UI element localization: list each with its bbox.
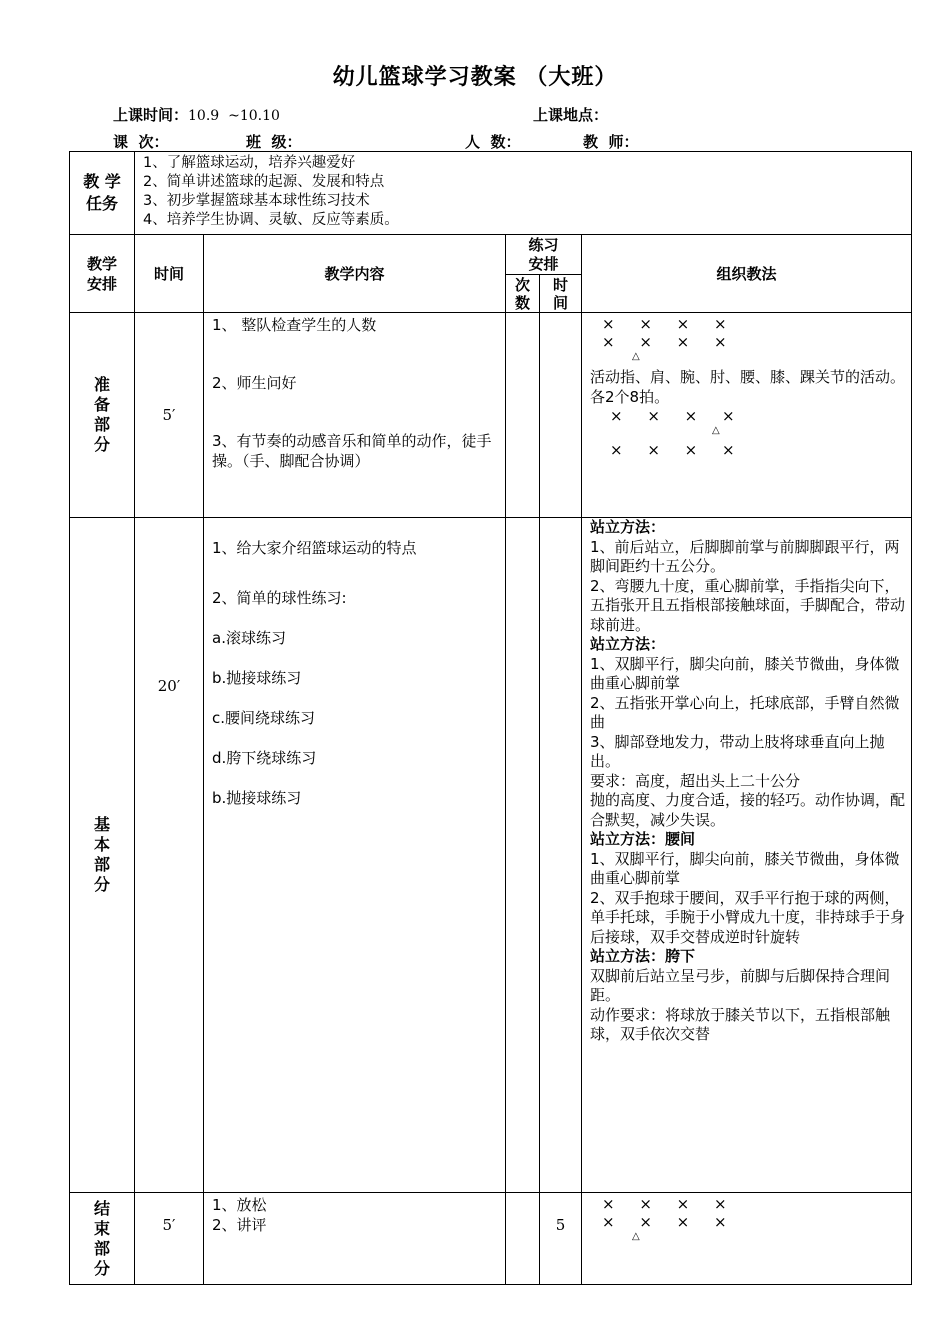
method-heading: 站立方法：胯下 xyxy=(590,947,696,965)
content-item: 2、讲评 xyxy=(212,1216,267,1234)
end-practice-time: 5 xyxy=(540,1193,582,1285)
prep-method xyxy=(582,313,912,518)
formation-row: × × × × xyxy=(602,1213,737,1231)
end-content xyxy=(204,1193,506,1285)
col-practice-time: 时间 xyxy=(540,275,582,313)
basic-practice-time xyxy=(540,518,582,1193)
method-text: 活动指、肩、腕、肘、腰、膝、踝关节的活动。各2个8拍。 xyxy=(590,368,906,406)
class-time xyxy=(113,104,280,125)
method-text: 3、脚部登地发力，带动上肢将球垂直向上抛出。 xyxy=(590,732,885,770)
lesson-plan-table xyxy=(69,151,912,1285)
content-item: b.抛接球练习 xyxy=(212,669,302,687)
class-grade-label: 班 级： xyxy=(246,133,302,151)
task-item: 4、培养学生协调、灵敏、反应等素质。 xyxy=(143,212,399,228)
method-text: 抛的高度、力度合适，接的轻巧。动作协调，配合默契，减少失误。 xyxy=(590,791,906,829)
task-list xyxy=(135,152,912,235)
student-count-label: 人 数： xyxy=(465,133,521,151)
end-label: 结束部分 xyxy=(70,1193,135,1285)
col-arrange: 教学安排 xyxy=(70,235,135,313)
method-heading: 站立方法： xyxy=(590,635,666,653)
end-row xyxy=(70,1193,912,1285)
col-content: 教学内容 xyxy=(204,235,506,313)
teacher-triangle-icon: △ xyxy=(712,425,720,436)
end-count xyxy=(506,1193,540,1285)
method-heading: 站立方法：腰间 xyxy=(590,830,696,848)
content-item: 2、简单的球性练习: xyxy=(212,589,347,607)
content-item: 1、 整队检查学生的人数 xyxy=(212,316,377,334)
task-item: 2、简单讲述篮球的起源、发展和特点 xyxy=(143,174,385,190)
basic-label: 基本部分 xyxy=(70,518,135,1193)
teacher-triangle-icon: △ xyxy=(632,351,640,362)
task-item: 3、初步掌握篮球基本球性练习技术 xyxy=(143,193,370,209)
prep-practice-time xyxy=(540,313,582,518)
page-title: 幼儿篮球学习教案 （大班） xyxy=(332,65,618,90)
formation-row: × × × × xyxy=(610,407,745,425)
method-text: 要求：高度，超出头上二十公分 xyxy=(590,771,801,790)
content-item: d.胯下绕球练习 xyxy=(212,749,317,767)
class-place-label: 上课地点： xyxy=(533,106,609,124)
prep-count xyxy=(506,313,540,518)
basic-method xyxy=(582,518,912,1193)
col-method: 组织教法 xyxy=(582,235,912,313)
prep-label: 准备部分 xyxy=(70,313,135,518)
column-header-row xyxy=(70,235,912,275)
basic-count xyxy=(506,518,540,1193)
method-text: 1、前后站立，后脚脚前掌与前脚脚跟平行，两脚间距约十五公分。 xyxy=(590,537,900,575)
prep-time: 5′ xyxy=(135,313,204,518)
end-time: 5′ xyxy=(135,1193,204,1285)
content-item: a.滚球练习 xyxy=(212,629,286,647)
formation-row: × × × × xyxy=(610,441,745,459)
prep-row xyxy=(70,313,912,518)
method-text: 2、双手抱球于腰间，双手平行抱于球的两侧，单手托球，手腕于小臂成九十度，非持球手于身后接球，双手交替成逆时针旋转 xyxy=(590,888,906,946)
content-item: 1、放松 xyxy=(212,1196,267,1214)
class-time-value: 10.9 ~10.10 xyxy=(188,108,280,124)
content-item: b.抛接球练习 xyxy=(212,789,302,807)
content-item: c.腰间绕球练习 xyxy=(212,709,316,727)
lesson-number-label: 课 次： xyxy=(113,133,169,151)
end-method xyxy=(582,1193,912,1285)
task-item: 1、了解篮球运动，培养兴趣爱好 xyxy=(143,155,356,171)
col-time: 时间 xyxy=(135,235,204,313)
method-text: 1、双脚平行，脚尖向前，膝关节微曲，身体微曲重心脚前掌 xyxy=(590,849,900,887)
task-label: 教 学 任务 xyxy=(70,152,135,235)
method-text: 动作要求：将球放于膝关节以下，五指根部触球，双手依次交替 xyxy=(590,1005,891,1043)
col-practice: 练习安排 xyxy=(506,235,582,275)
prep-content xyxy=(204,313,506,518)
content-item: 3、有节奏的动感音乐和简单的动作，徒手操。（手、脚配合协调） xyxy=(212,432,492,470)
basic-content xyxy=(204,518,506,1193)
content-item: 2、师生问好 xyxy=(212,374,297,392)
method-heading: 站立方法： xyxy=(590,518,666,536)
teacher-triangle-icon: △ xyxy=(632,1231,640,1242)
method-text: 2、五指张开掌心向上，托球底部，手臂自然微曲 xyxy=(590,693,900,731)
task-row xyxy=(70,152,912,235)
teacher-label: 教 师： xyxy=(583,133,639,151)
formation-row: × × × × xyxy=(602,1195,737,1213)
basic-time: 20′ xyxy=(135,518,204,1193)
method-text: 双脚前后站立呈弓步，前脚与后脚保持合理间距。 xyxy=(590,966,891,1004)
basic-row xyxy=(70,518,912,1193)
formation-row: × × × × xyxy=(602,333,737,351)
formation-row: × × × × xyxy=(602,315,737,333)
col-count: 次数 xyxy=(506,275,540,313)
method-text: 2、弯腰九十度，重心脚前掌，手指指尖向下，五指张开且五指根部接触球面，手脚配合，带动球前进。 xyxy=(590,576,906,634)
class-time-label: 上课时间： xyxy=(113,106,189,124)
content-item: 1、给大家介绍篮球运动的特点 xyxy=(212,539,417,557)
method-text: 1、双脚平行，脚尖向前，膝关节微曲，身体微曲重心脚前掌 xyxy=(590,654,900,692)
